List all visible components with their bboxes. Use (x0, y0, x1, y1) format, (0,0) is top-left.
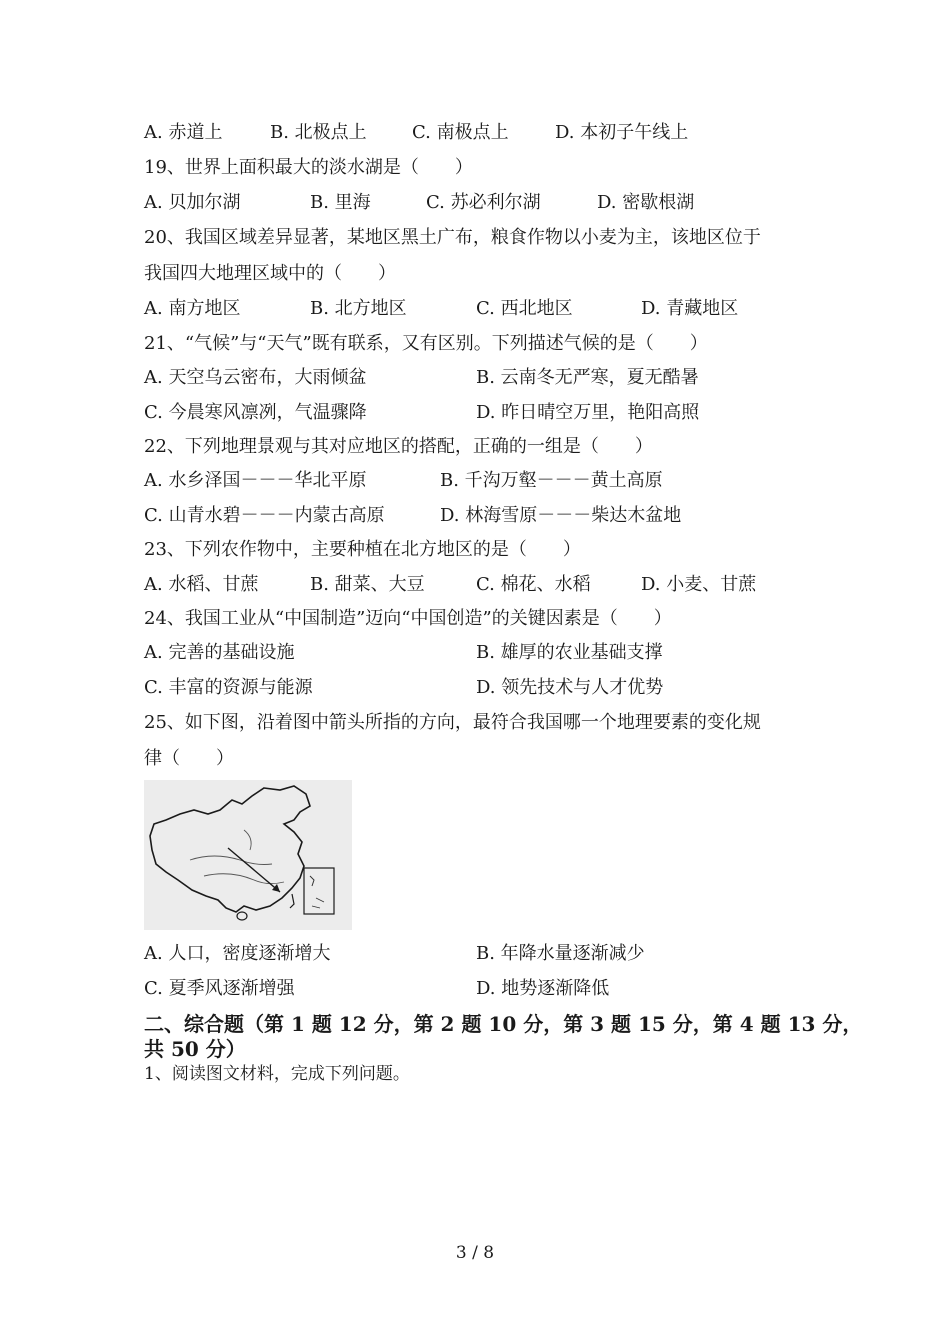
q24-stem: 24、我国工业从“中国制造”迈向“中国创造”的关键因素是（ ） (144, 608, 672, 629)
q24-option-c: C. 丰富的资源与能源 (144, 677, 313, 698)
q19-option-b: B. 里海 (310, 192, 371, 213)
section2-heading-line2: 共 50 分） (144, 1037, 246, 1061)
q19-option-d: D. 密歇根湖 (597, 192, 695, 213)
q20-option-c: C. 西北地区 (476, 298, 573, 319)
q18-option-c: C. 南极点上 (412, 122, 509, 143)
q23-stem: 23、下列农作物中，主要种植在北方地区的是（ ） (144, 539, 581, 560)
q23-option-b: B. 甜菜、大豆 (310, 574, 425, 595)
q25-option-c: C. 夏季风逐渐增强 (144, 978, 295, 999)
q20-stem-line1: 20、我国区域差异显著，某地区黑土广布，粮食作物以小麦为主，该地区位于 (144, 227, 761, 248)
q21-option-b: B. 云南冬无严寒，夏无酷暑 (476, 367, 699, 388)
q19-stem: 19、世界上面积最大的淡水湖是（ ） (144, 157, 473, 178)
q25-stem-line2: 律（ ） (144, 748, 234, 769)
q25-option-b: B. 年降水量逐渐减少 (476, 943, 645, 964)
q19-option-a: A. 贝加尔湖 (144, 192, 241, 213)
q21-option-a: A. 天空乌云密布，大雨倾盆 (144, 367, 367, 388)
q23-option-c: C. 棉花、水稻 (476, 574, 591, 595)
q21-stem: 21、“气候”与“天气”既有联系，又有区别。下列描述气候的是（ ） (144, 333, 708, 354)
q22-option-c: C. 山青水碧－－－内蒙古高原 (144, 505, 385, 526)
q24-option-a: A. 完善的基础设施 (144, 642, 295, 663)
q18-option-b: B. 北极点上 (270, 122, 367, 143)
q18-option-a: A. 赤道上 (144, 122, 223, 143)
q19-option-c: C. 苏必利尔湖 (426, 192, 541, 213)
q20-stem-line2: 我国四大地理区域中的（ ） (144, 263, 396, 284)
q18-option-d: D. 本初子午线上 (555, 122, 689, 143)
q20-option-b: B. 北方地区 (310, 298, 407, 319)
q22-stem: 22、下列地理景观与其对应地区的搭配，正确的一组是（ ） (144, 436, 653, 457)
q22-option-d: D. 林海雪原－－－柴达木盆地 (440, 505, 682, 526)
china-map-figure (144, 780, 352, 930)
q24-option-d: D. 领先技术与人才优势 (476, 677, 664, 698)
q25-stem-line1: 25、如下图，沿着图中箭头所指的方向，最符合我国哪一个地理要素的变化规 (144, 712, 761, 733)
q21-option-d: D. 昨日晴空万里，艳阳高照 (476, 402, 700, 423)
section2-heading-line1: 二、综合题（第 1 题 12 分，第 2 题 10 分，第 3 题 15 分，第 4 题 13 分， (144, 1012, 863, 1036)
q23-option-d: D. 小麦、甘蔗 (641, 574, 757, 595)
q22-option-a: A. 水乡泽国－－－华北平原 (144, 470, 367, 491)
q20-option-a: A. 南方地区 (144, 298, 241, 319)
page-number: 3 / 8 (455, 1243, 495, 1263)
q24-option-b: B. 雄厚的农业基础支撑 (476, 642, 663, 663)
q22-option-b: B. 千沟万壑－－－黄土高原 (440, 470, 663, 491)
q23-option-a: A. 水稻、甘蔗 (144, 574, 259, 595)
q25-option-d: D. 地势逐渐降低 (476, 978, 610, 999)
q20-option-d: D. 青藏地区 (641, 298, 739, 319)
q25-option-a: A. 人口，密度逐渐增大 (144, 943, 331, 964)
china-map-outline (144, 780, 352, 930)
section2-q1: 1、阅读图文材料，完成下列问题。 (144, 1064, 410, 1084)
q21-option-c: C. 今晨寒风凛冽，气温骤降 (144, 402, 367, 423)
